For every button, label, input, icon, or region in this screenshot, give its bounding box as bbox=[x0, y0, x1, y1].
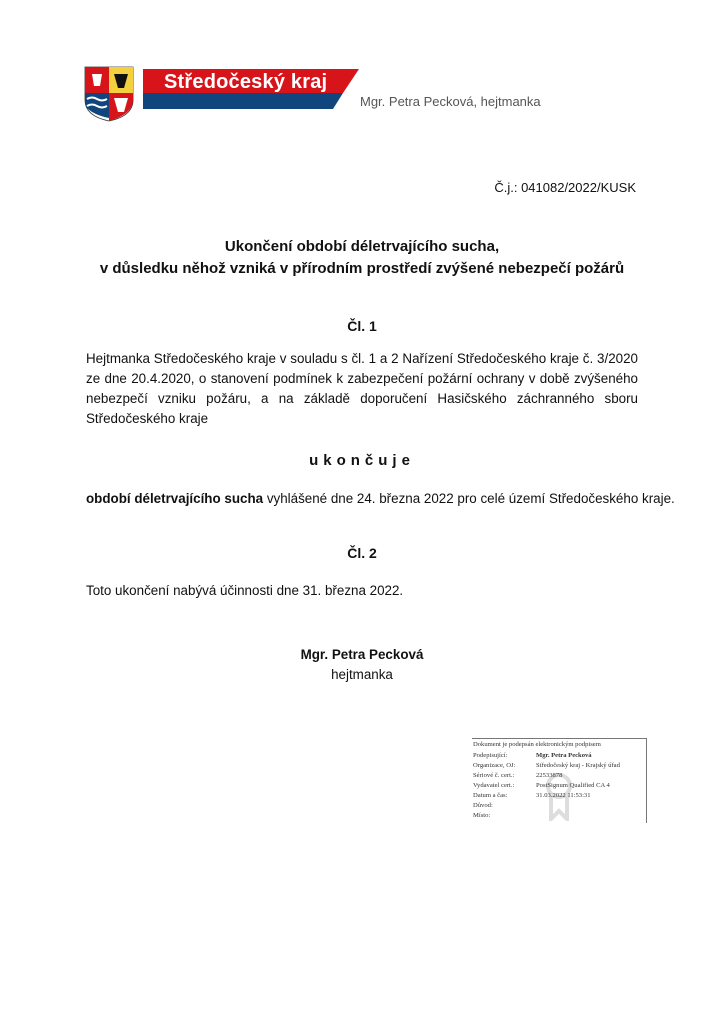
stamp-label: Datum a čas: bbox=[473, 792, 508, 799]
signature-stamp bbox=[472, 738, 647, 823]
coat-of-arms-icon bbox=[84, 66, 134, 122]
stamp-value: PostSignum Qualified CA 4 bbox=[536, 782, 610, 789]
stamp-label: Sériové č. cert.: bbox=[473, 772, 515, 779]
stamp-value: Mgr. Petra Pecková bbox=[536, 752, 592, 759]
article2-heading: Čl. 2 bbox=[347, 545, 377, 561]
header-official: Mgr. Petra Pecková, hejtmanka bbox=[360, 94, 541, 109]
decision-text bbox=[86, 491, 675, 506]
region-name: Středočeský kraj bbox=[164, 71, 328, 93]
signer-name: Mgr. Petra Pecková bbox=[300, 647, 424, 662]
stamp-row bbox=[473, 772, 562, 779]
stamp-value: Středočeský kraj - Krajský úřad bbox=[536, 762, 620, 769]
stamp-label: Organizace, OJ: bbox=[473, 762, 516, 769]
stamp-value: 31.03.2022 11:53:31 bbox=[536, 792, 591, 799]
decision-rest: vyhlášené dne 24. března 2022 pro celé území Středočeského kraje. bbox=[263, 491, 675, 506]
stamp-label: Místo: bbox=[473, 812, 491, 819]
stamp-row bbox=[473, 782, 610, 789]
decision-verb: ukončuje bbox=[309, 452, 415, 469]
document-title-line1: Ukončení období déletrvajícího sucha, bbox=[224, 238, 500, 255]
stamp-row bbox=[473, 762, 620, 769]
stamp-row bbox=[473, 792, 591, 799]
decision-bold: období déletrvajícího sucha bbox=[86, 491, 264, 506]
signer-role: hejtmanka bbox=[331, 667, 393, 682]
stamp-label: Podepisující: bbox=[473, 752, 508, 759]
stamp-header: Dokument je podepsán elektronickým podpisem bbox=[473, 741, 601, 748]
document-title-line2: v důsledku něhož vzniká v přírodním prostředí zvýšené nebezpečí požárů bbox=[99, 260, 625, 277]
stamp-row bbox=[473, 802, 536, 809]
stamp-label: Důvod: bbox=[473, 802, 493, 809]
stamp-row bbox=[473, 752, 592, 759]
article1-heading: Čl. 1 bbox=[347, 318, 377, 334]
stamp-row bbox=[473, 812, 536, 819]
reference-number: Č.j.: 041082/2022/KUSK bbox=[494, 180, 636, 195]
article2-text: Toto ukončení nabývá účinnosti dne 31. března 2022. bbox=[86, 583, 404, 598]
stamp-label: Vydavatel cert.: bbox=[473, 782, 515, 789]
article1-text: Hejtmanka Středočeského kraje v souladu s čl. 1 a 2 Nařízení Středočeského kraje č. 3/2020 ze dne 20.4.2020, o stanovení podmínek k zabezpečení požární ochrany v době zvýšeného nebezpečí vzniku požáru, a na základě doporučení Hasičského záchranného sboru Středočeského kraje bbox=[86, 351, 638, 426]
stamp-value: 22533878 bbox=[536, 772, 563, 779]
